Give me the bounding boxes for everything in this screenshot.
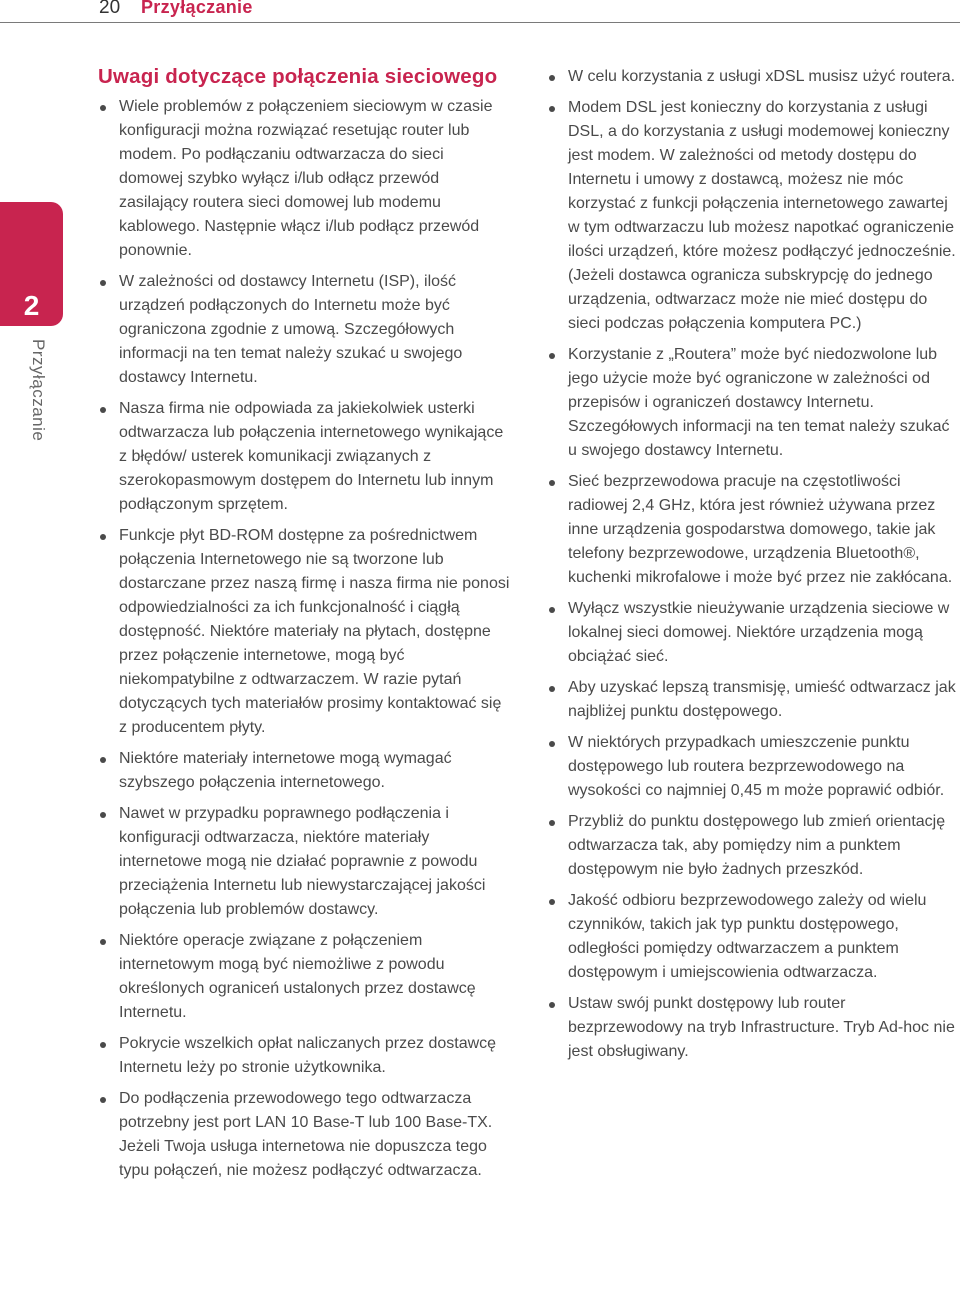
bullet-icon	[100, 105, 106, 111]
list-item	[547, 65, 957, 89]
header-divider	[0, 22, 960, 23]
list-item	[547, 597, 957, 669]
list-item-text: Funkcje płyt BD-ROM dostępne za pośrednictwem połączenia Internetowego nie są tworzone lub dostarczane przez naszą firmę i nasza firma nie ponosi odpowiedzialności za ich funkcjonalność i ciągłą dostępność. Niektóre materiały na płytach, dostępne przez połączenie internetowe, mogą być niekompatybilne z odtwarzaczem. W razie pytań dotyczących tych materiałów prosimy kontaktować się z producentem płyty.	[119, 527, 510, 736]
right-bullet-list	[547, 65, 957, 1064]
bullet-icon	[100, 534, 106, 540]
left-bullet-list	[98, 95, 510, 1183]
bullet-icon	[100, 812, 106, 818]
list-item-text: Niektóre operacje związane z połączeniem internetowym mogą być niemożliwe z powodu określonych ograniceń ustalonych przez dostawcę Internetu.	[119, 932, 476, 1021]
list-item-text: W zależności od dostawcy Internetu (ISP), ilość urządzeń podłączonych do Internetu może być ograniczona zgodnie z umową. Szczegółowych informacji na ten temat należy szukać u swojego dostawcy Internetu.	[119, 273, 463, 386]
list-item-text: Aby uzyskać lepszą transmisję, umieść odtwarzacz jak najbliżej punktu dostępowego.	[568, 679, 956, 720]
list-item	[547, 889, 957, 985]
bullet-icon	[549, 686, 555, 692]
section-title: Uwagi dotyczące połączenia sieciowego	[98, 65, 498, 88]
bullet-icon	[549, 607, 555, 613]
bullet-icon	[549, 106, 555, 112]
list-item	[98, 1087, 510, 1183]
list-item	[98, 747, 510, 795]
bullet-icon	[549, 353, 555, 359]
list-item	[98, 524, 510, 740]
list-item-text: W niektórych przypadkach umieszczenie punktu dostępowego lub routera bezprzewodowego na wysokości co najmniej 0,45 m może poprawić odbiór.	[568, 734, 945, 799]
list-item	[547, 470, 957, 590]
list-item	[98, 95, 510, 263]
bullet-icon	[549, 1002, 555, 1008]
list-item-text: Jakość odbioru bezprzewodowego zależy od wielu czynników, takich jak typ punktu dostępowego, odległości pomiędzy odtwarzaczem a punktem dostępowym i umiejscowienia odtwarzacza.	[568, 892, 927, 981]
list-item	[547, 676, 957, 724]
right-column	[547, 65, 957, 1071]
list-item	[547, 810, 957, 882]
list-item	[98, 929, 510, 1025]
list-item-text: Nasza firma nie odpowiada za jakiekolwiek usterki odtwarzacza lub połączenia internetowego wynikające z błędów/ usterek komunikacji związanych z szerokopasmowym dostępem do Internetu lub innym podłączonym sprzętem.	[119, 400, 504, 513]
list-item-text: Modem DSL jest konieczny do korzystania z usługi DSL, a do korzystania z usługi modemowej konieczny jest modem. W zależności od metody dostępu do Internetu i umowy z dostawcą, możesz nie móc korzystać z funkcji połączenia internetowego zawartej w tym odtwarzaczu lub możesz napotkać ograniczenie ilości urządzeń, które możesz podłączyć jednocześnie. (Jeżeli dostawca ogranicza subskrypcję do jednego urządzenia, odtwarzacz może nie mieć dostępu do sieci podczas połączenia komputera PC.)	[568, 99, 956, 332]
chapter-title: Przyłączanie	[141, 0, 253, 17]
bullet-icon	[549, 899, 555, 905]
list-item-text: Do podłączenia przewodowego tego odtwarzacza potrzebny jest port LAN 10 Base-T lub 100 Base-TX. Jeżeli Twoja usługa internetowa nie dopuszcza tego typu połączeń, nie możesz podłączyć odtwarzacza.	[119, 1090, 493, 1179]
bullet-icon	[100, 1097, 106, 1103]
list-item-text: W celu korzystania z usługi xDSL musisz użyć routera.	[568, 68, 956, 85]
left-column	[98, 62, 510, 1190]
list-item	[547, 992, 957, 1064]
bullet-icon	[549, 480, 555, 486]
bullet-icon	[100, 939, 106, 945]
list-item-text: Korzystanie z „Routera” może być niedozwolone lub jego użycie może być ograniczone w zależności od przepisów i ograniczeń dostawcy Internetu. Szczegółowych informacji na ten temat należy szukać u swojego dostawcy Internetu.	[568, 346, 950, 459]
bullet-icon	[549, 820, 555, 826]
bullet-icon	[100, 280, 106, 286]
list-item-text: Przybliż do punktu dostępowego lub zmień orientację odtwarzacza tak, aby pomiędzy nim a punktem dostępowym nie było żadnych przeszkód.	[568, 813, 946, 878]
list-item-text: Wiele problemów z połączeniem sieciowym w czasie konfiguracji można rozwiązać resetując router lub modem. Po podłączaniu odtwarzacza do sieci domowej szybko wyłącz i/lub odłącz przewód zasilający routera sieci domowej lub modemu kablowego. Następnie włącz i/lub podłącz przewód ponownie.	[119, 98, 493, 259]
bullet-icon	[100, 407, 106, 413]
bullet-icon	[549, 741, 555, 747]
list-item	[98, 397, 510, 517]
chapter-tab-label: Przyłączanie	[29, 339, 48, 442]
list-item	[98, 270, 510, 390]
list-item	[547, 343, 957, 463]
page-number: 20	[99, 0, 121, 18]
bullet-icon	[100, 1042, 106, 1048]
list-item-text: Niektóre materiały internetowe mogą wymagać szybszego połączenia internetowego.	[119, 750, 452, 791]
list-item-text: Pokrycie wszelkich opłat naliczanych przez dostawcę Internetu leży po stronie użytkownika.	[119, 1035, 497, 1076]
list-item	[547, 96, 957, 336]
page-header	[0, 0, 960, 24]
list-item	[547, 731, 957, 803]
list-item-text: Sieć bezprzewodowa pracuje na częstotliwości radiowej 2,4 GHz, która jest również używana przez inne urządzenia gospodarstwa domowego, takie jak telefony bezprzewodowe, urządzenia Bluetooth®, kuchenki mikrofalowe i może być przez nie zakłócana.	[568, 473, 953, 586]
chapter-tab-number: 2	[23, 290, 40, 321]
list-item-text: Ustaw swój punkt dostępowy lub router bezprzewodowy na tryb Infrastructure. Tryb Ad-hoc nie jest obsługiwany.	[568, 995, 955, 1060]
list-item-text: Wyłącz wszystkie nieużywanie urządzenia sieciowe w lokalnej sieci domowej. Niektóre urządzenia mogą obciążać sieć.	[568, 600, 950, 665]
bullet-icon	[549, 75, 555, 81]
list-item-text: Nawet w przypadku poprawnego podłączenia i konfiguracji odtwarzacza, niektóre materiały internetowe mogą nie działać poprawnie z powodu przeciążenia Internetu lub niewystarczającej jakości połączenia lub problemów dostawcy.	[119, 805, 486, 918]
list-item	[98, 1032, 510, 1080]
list-item	[98, 802, 510, 922]
bullet-icon	[100, 757, 106, 763]
